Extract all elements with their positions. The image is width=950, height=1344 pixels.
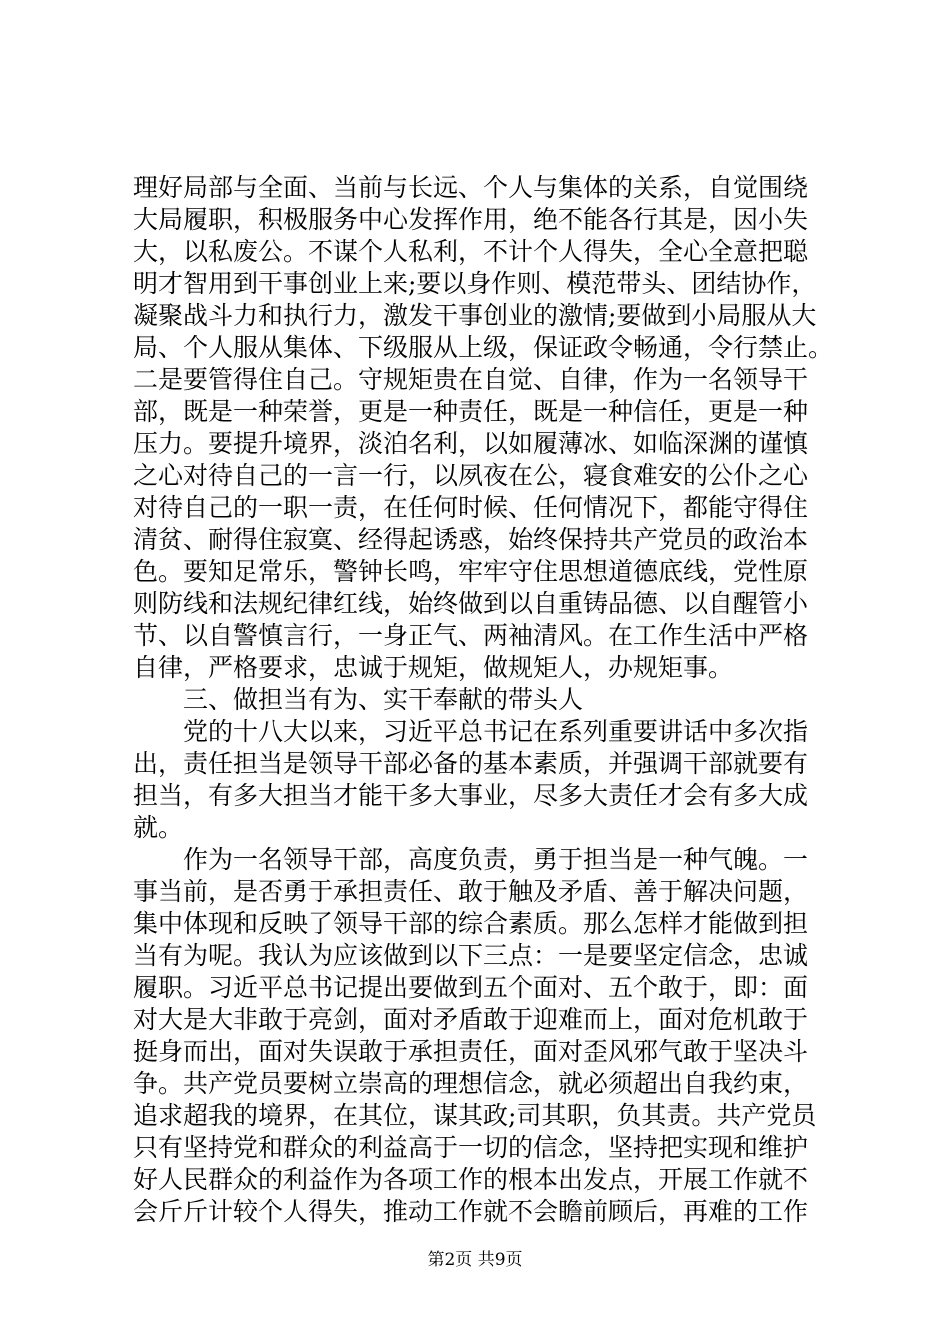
text-line: 事当前，是否勇于承担责任、敢于触及矛盾、善于解决问题， bbox=[133, 877, 809, 906]
text-line: 挺身而出，面对失误敢于承担责任，面对歪风邪气敢于坚决斗 bbox=[133, 1037, 809, 1066]
text-line: 出，责任担当是领导干部必备的基本素质，并强调干部就要有 bbox=[133, 749, 809, 778]
text-line: 明才智用到干事创业上来;要以身作则、模范带头、团结协作， bbox=[133, 269, 817, 298]
text-line: 局、个人服从集体、下级服从上级，保证政令畅通，令行禁止。 bbox=[133, 333, 834, 362]
text-line: 色。要知足常乐，警钟长鸣，牢牢守住思想道德底线，党性原 bbox=[133, 557, 809, 586]
text-line: 争。共产党员要树立崇高的理想信念，就必须超出自我约束， bbox=[133, 1069, 809, 1098]
text-line: 自律，严格要求，忠诚于规矩，做规矩人，办规矩事。 bbox=[133, 653, 734, 682]
text-line: 集中体现和反映了领导干部的综合素质。那么怎样才能做到担 bbox=[133, 909, 809, 938]
text-line: 节、以自警慎言行，一身正气、两袖清风。在工作生活中严格 bbox=[133, 621, 809, 650]
text-line: 好人民群众的利益作为各项工作的根本出发点，开展工作就不 bbox=[133, 1165, 809, 1194]
text-line: 当有为呢。我认为应该做到以下三点：一是要坚定信念，忠诚 bbox=[133, 941, 809, 970]
text-line: 清贫、耐得住寂寞、经得起诱惑，始终保持共产党员的政治本 bbox=[133, 525, 809, 554]
text-line: 会斤斤计较个人得失，推动工作就不会瞻前顾后，再难的工作 bbox=[133, 1197, 809, 1226]
text-line: 作为一名领导干部，高度负责，勇于担当是一种气魄。一 bbox=[133, 845, 809, 874]
text-line: 大，以私废公。不谋个人私利，不计个人得失，全心全意把聪 bbox=[133, 237, 809, 266]
text-line: 对大是大非敢于亮剑，面对矛盾敢于迎难而上，面对危机敢于 bbox=[133, 1005, 809, 1034]
text-line: 大局履职，积极服务中心发挥作用，绝不能各行其是，因小失 bbox=[133, 205, 809, 234]
text-line: 追求超我的境界，在其位，谋其政;司其职，负其责。共产党员 bbox=[133, 1101, 817, 1130]
text-line: 党的十八大以来，习近平总书记在系列重要讲话中多次指 bbox=[133, 717, 809, 746]
text-line: 凝聚战斗力和执行力，激发干事创业的激情;要做到小局服从大 bbox=[133, 301, 817, 330]
text-line: 部，既是一种荣誉，更是一种责任，既是一种信任，更是一种 bbox=[133, 397, 809, 426]
page-footer: 第2页 共9页 bbox=[427, 1250, 523, 1270]
text-line: 只有坚持党和群众的利益高于一切的信念，坚持把实现和维护 bbox=[133, 1133, 809, 1162]
text-line: 就。 bbox=[133, 813, 184, 842]
text-line: 压力。要提升境界，淡泊名利，以如履薄冰、如临深渊的谨慎 bbox=[133, 429, 809, 458]
text-line: 担当，有多大担当才能干多大事业，尽多大责任才会有多大成 bbox=[133, 781, 809, 810]
body-text bbox=[133, 172, 833, 1228]
text-line: 则防线和法规纪律红线，始终做到以自重铸品德、以自醒管小 bbox=[133, 589, 809, 618]
text-line: 履职。习近平总书记提出要做到五个面对、五个敢于，即：面 bbox=[133, 973, 809, 1002]
text-line: 三、做担当有为、实干奉献的带头人 bbox=[133, 685, 584, 714]
text-line: 理好局部与全面、当前与长远、个人与集体的关系，自觉围绕 bbox=[133, 173, 809, 202]
text-line: 二是要管得住自己。守规矩贵在自觉、自律，作为一名领导干 bbox=[133, 365, 809, 394]
text-line: 对待自己的一职一责，在任何时候、任何情况下，都能守得住 bbox=[133, 493, 809, 522]
text-line: 之心对待自己的一言一行，以夙夜在公，寝食难安的公仆之心 bbox=[133, 461, 809, 490]
